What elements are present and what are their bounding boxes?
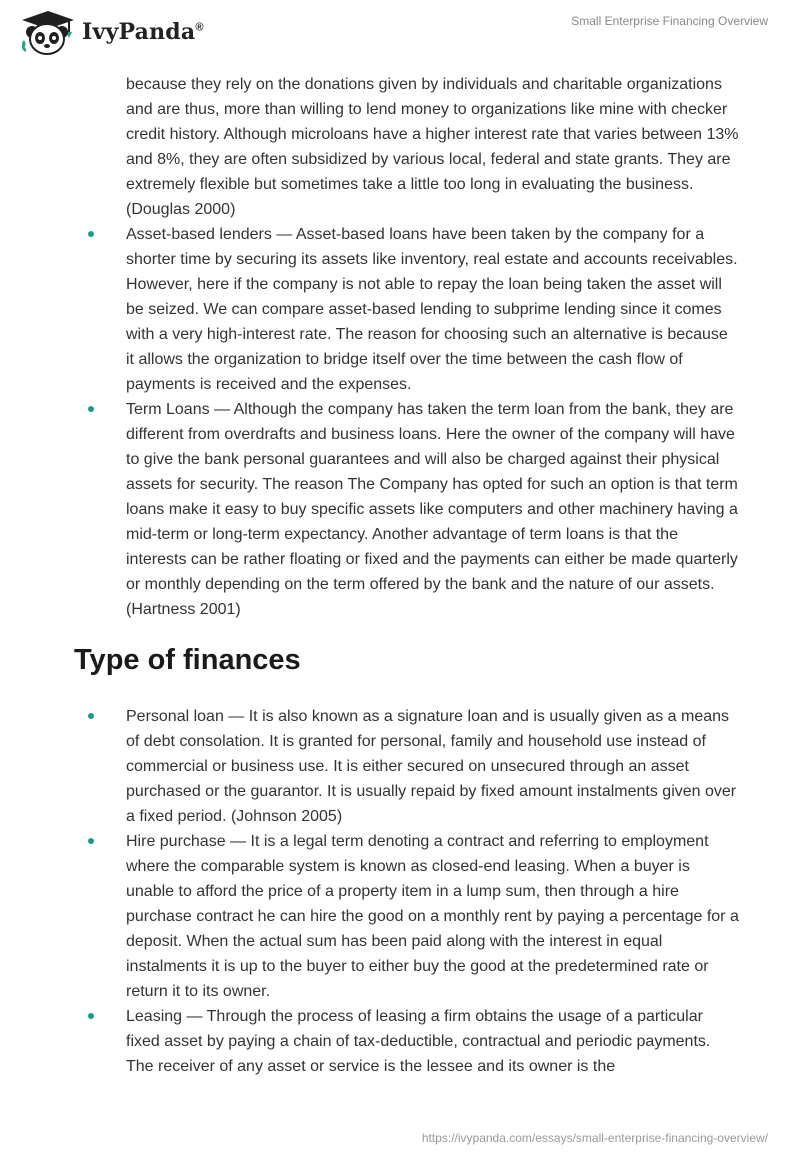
list-item-asset-based-lenders: Asset-based lenders — Asset-based loans have been taken by the company for a shorter time by securing its assets like inventory, real estate and accounts receivables. However, here if the company is not able to repay the loan being taken the asset will be seized. We can compare asset-based lending to subprime lending since it comes with a very high-interest rate. The reason for choosing such an alternative is because it allows the organization to bridge itself over the time between the cash flow of payments is received and the expenses.	[0, 222, 800, 397]
list-item-personal-loan: Personal loan — It is also known as a signature loan and is usually given as a means of debt consolation. It is granted for personal, family and household use instead of commercial or business use. It is either secured on unsecured through an asset purchased or the guarantor. It is usually repaid by fixed amount instalments given over a fixed period. (Johnson 2005)	[0, 704, 800, 829]
brand-logo[interactable]	[18, 8, 204, 56]
list-item-leasing: Leasing — Through the process of leasing a firm obtains the usage of a particular fixed asset by paying a chain of tax-deductible, contractual and periodic payments. The receiver of any asset or service is the lessee and its owner is the	[0, 1004, 800, 1079]
finance-types-list	[0, 704, 800, 1079]
article-body	[0, 70, 800, 1079]
funding-sources-list	[0, 72, 800, 622]
list-item-hire-purchase: Hire purchase — It is a legal term denoting a contract and referring to employment where the comparable system is known as closed-end leasing. When a buyer is unable to afford the price of a property item in a lump sum, then through a hire purchase contract he can hire the good on a monthly rent by paying a percentage for a deposit. When the actual sum has been paid along with the interest in equal instalments it is up to the buyer to either buy the good at the predetermined rate or return it to its owner.	[0, 829, 800, 1004]
page-header	[0, 0, 800, 70]
footer-url-link[interactable]: https://ivypanda.com/essays/small-enterprise-financing-overview/	[421, 1131, 768, 1145]
list-item-continuation: because they rely on the donations given by individuals and charitable organizations and are thus, more than willing to lend money to organizations like mine with checker credit history. Although microloans have a higher interest rate that varies between 13% and 8%, they are often subsidized by various local, federal and state grants. They are extremely flexible but sometimes take a little too long in evaluating the business. (Douglas 2000)	[126, 76, 739, 218]
document-title: Small Enterprise Financing Overview	[571, 14, 768, 28]
list-item-term-loans: Term Loans — Although the company has taken the term loan from the bank, they are different from overdrafts and business loans. Here the owner of the company will have to give the bank personal guarantees and will also be charged against their physical assets for security. The reason The Company has opted for such an option is that term loans make it easy to buy specific assets like computers and other machinery having a mid-term or long-term expectancy. Another advantage of term loans is that the interests can be rather floating or fixed and the payments can either be made quarterly or monthly depending on the term offered by the bank and the nature of our assets. (Hartness 2001)	[0, 397, 800, 622]
section-heading: Type of finances	[74, 644, 301, 676]
panda-logo-icon	[18, 8, 76, 56]
brand-name: IvyPanda®	[82, 19, 204, 45]
